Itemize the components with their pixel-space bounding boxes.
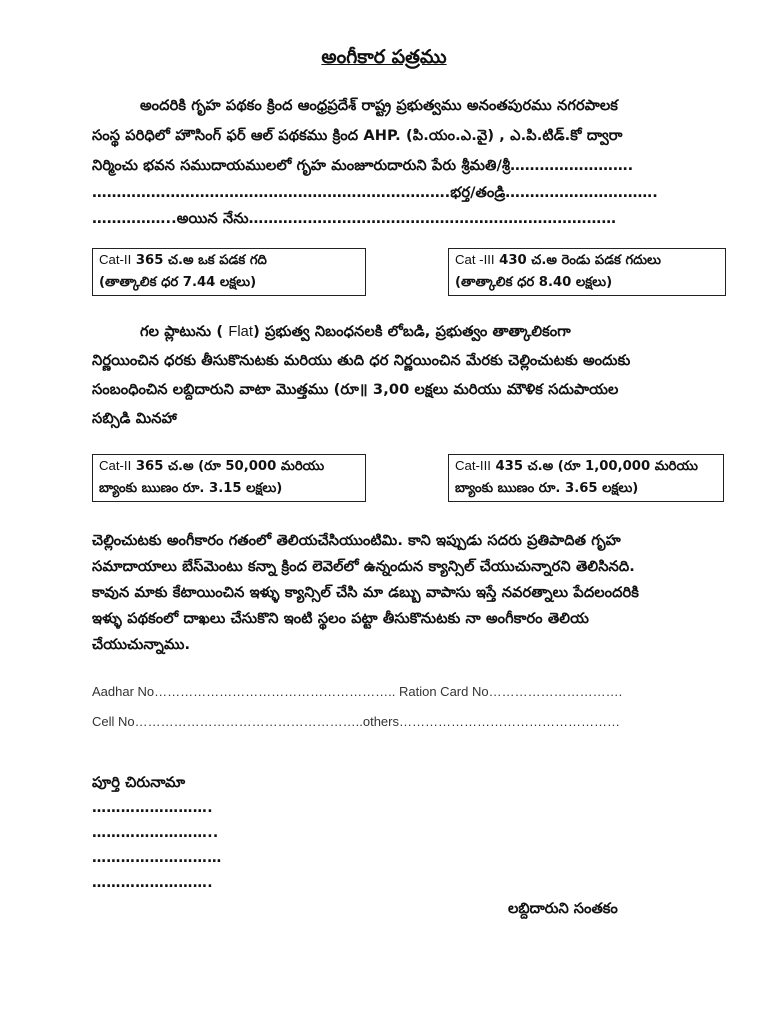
beneficiary-signature-label: లబ్దిదారుని సంతకం — [508, 900, 618, 917]
document-title: అంగీకార పత్రము — [321, 46, 447, 68]
para3-line5: చేయుచున్నాము. — [92, 636, 191, 653]
para2-line1 — [140, 323, 571, 344]
para2-line2: నిర్ణయించిన ధరకు తీసుకొనుటకు మరియు తుది ధర నిర్ణయించిన మేరకు చెల్లించుటకు అందుకు — [92, 352, 631, 369]
aadhar-ration-field: Aadhar No……………………………………………….. Ration Card No…………………………. — [92, 684, 623, 699]
cat2-size-text: 365 చ.అ ఒక పడక గది — [135, 253, 267, 268]
cat3-subsidy-line1 — [455, 455, 717, 478]
cat2-subsidy-line1 — [99, 455, 359, 478]
address-heading: పూర్తి చిరునామా — [92, 774, 186, 791]
para2-line4: సబ్సిడి మినహా — [92, 410, 177, 427]
cat2-price-line2: (తాత్కాలిక ధర 7.44 లక్షలు) — [99, 275, 257, 290]
cat2-price-line1 — [99, 249, 359, 272]
cat2-subsidy-label: Cat-II — [99, 458, 132, 473]
para1-line2: సంస్థ పరిధిలో హౌసింగ్ ఫర్ ఆల్ పథకము క్రింద AHP. (పి.యం.ఎ.వై) , ఎ.పి.టిడ్.కో ద్వారా — [92, 127, 623, 144]
para3-line4: ఇళ్ళు పథకంలో దాఖలు చేసుకొని ఇంటి స్థలం పట్టా తీసుకొనుటకు నా అంగీకారం తెలియ — [92, 610, 589, 627]
para1-line1: అందరికి గృహ పథకం క్రింద ఆంధ్రప్రదేశ్ రాష్ట్ర ప్రభుత్వము అనంతపురము నగరపాలక — [140, 97, 619, 114]
cat2-subsidy-line2: బ్యాంకు ఋణం రూ. 3.15 లక్షలు) — [99, 481, 283, 496]
cat3-price-box — [448, 248, 726, 296]
para2-line1-post: ) ప్రభుత్వ నిబంధనలకి లోబడి, ప్రభుత్వం తాత్కాలికంగా — [253, 323, 571, 340]
para1-line3: నిర్మించు భవన సముదాయములలో గృహ మంజూరుదారుని పేరు శ్రీమతి/శ్రీ……………………. — [92, 157, 634, 174]
para2-line1-pre: గల ప్లాటును ( — [140, 323, 229, 340]
cell-others-field: Cell No……………………………………………..others…………………………………………… — [92, 714, 620, 729]
para1-line4: ……………………………………………………………….భర్త/తండ్రి…………………………. — [92, 184, 658, 201]
cat2-label: Cat-II — [99, 252, 132, 267]
address-line: ……………………. — [92, 875, 213, 891]
address-line: …………………….. — [92, 825, 219, 841]
address-line: ……………………. — [92, 800, 213, 816]
address-line: ……………………… — [92, 850, 222, 866]
cat2-subsidy-text: 365 చ.అ (రూ 50,000 మరియు — [135, 459, 325, 474]
cat3-subsidy-label: Cat-III — [455, 458, 491, 473]
para3-line1: చెల్లించుటకు అంగీకారం గతంలో తెలియచేసియుంటిమి. కాని ఇప్పుడు సదరు ప్రతిపాదిత గృహ — [92, 532, 621, 549]
para1-line5: ……………..అయిన నేను………………………………………………………………… — [92, 210, 617, 227]
cat3-subsidy-line2: బ్యాంకు ఋణం రూ. 3.65 లక్షలు) — [455, 481, 639, 496]
cat3-price-line2: (తాత్కాలిక ధర 8.40 లక్షలు) — [455, 275, 613, 290]
cat3-subsidy-text: 435 చ.అ (రూ 1,00,000 మరియు — [495, 459, 698, 474]
para3-line2: సమాదాయాలు బేస్‌మెంటు కన్నా క్రింద లెవెల్‌లో ఉన్నందున క్యాన్సిల్ చేయుచున్నారని తెలిసినది. — [92, 558, 635, 575]
cat3-price-line1 — [455, 249, 719, 272]
para2-line3: సంబంధించిన లబ్దిదారుని వాటా మొత్తము (రూ॥ 3,00 లక్షలు మరియు మౌళిక సదుపాయల — [92, 381, 619, 398]
cat2-subsidy-box — [92, 454, 366, 502]
cat3-size-text: 430 చ.అ రెండు పడక గదులు — [499, 253, 661, 268]
cat3-subsidy-box — [448, 454, 724, 502]
cat2-price-box — [92, 248, 366, 296]
cat3-label: Cat -III — [455, 252, 495, 267]
flat-word: Flat — [228, 324, 254, 340]
para3-line3: కావున మాకు కేటాయించిన ఇళ్ళు క్యాన్సిల్ చేసి మా డబ్బు వాపాసు ఇస్తే నవరత్నాలు పేదలందరికి — [92, 584, 639, 601]
